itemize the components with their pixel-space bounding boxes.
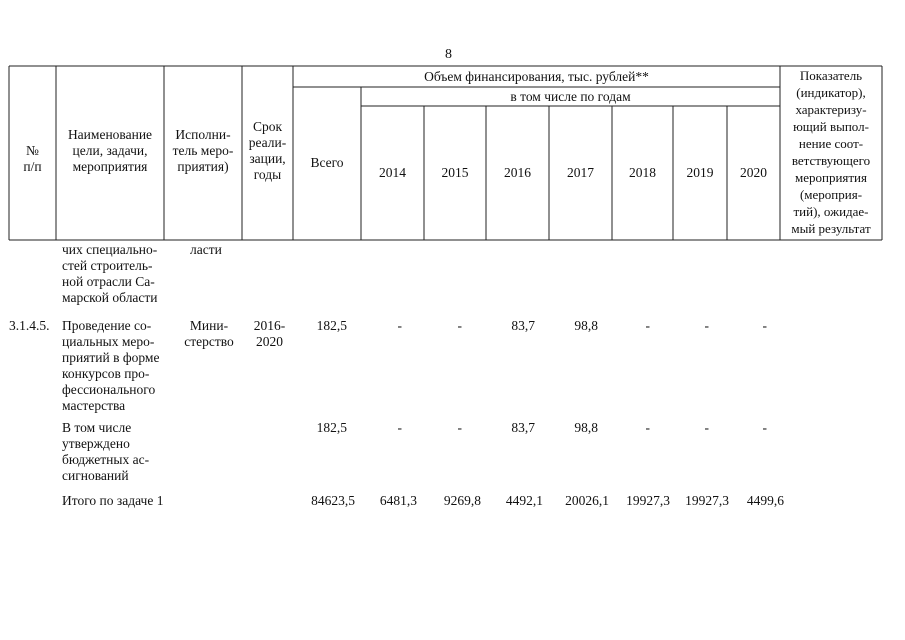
row1-2018: - (645, 318, 650, 333)
header-years-group: в том числе по годам (510, 89, 631, 104)
header-year-2020: 2020 (740, 165, 767, 180)
row1-name: Проведение со- циальных меро- приятий в форме конкурсов про- фессионального мастерства (62, 318, 160, 413)
row2-2014: - (397, 420, 402, 435)
row0-executor: ласти (190, 242, 222, 257)
header-total: Всего (310, 155, 344, 170)
row1-period: 2016- 2020 (253, 318, 286, 349)
header-executor: Исполни- тель меро- приятия) (172, 127, 234, 174)
row1-2015: - (457, 318, 462, 333)
row1-2019: - (704, 318, 709, 333)
row1-executor: Мини- стерство (184, 318, 234, 349)
row3-name: Итого по задаче 1 (62, 493, 164, 508)
row1-2020: - (762, 318, 767, 333)
row1-2014: - (397, 318, 402, 333)
row1-2016: 83,7 (511, 318, 535, 333)
row1-2017: 98,8 (574, 318, 598, 333)
header-no: № п/п (23, 143, 42, 174)
row2-2017: 98,8 (574, 420, 598, 435)
row3-2016: 4492,1 (505, 493, 543, 508)
row3-2018: 19927,3 (626, 493, 670, 508)
header-year-2018: 2018 (629, 165, 656, 180)
row3-2014: 6481,3 (379, 493, 417, 508)
header-funding: Объем финансирования, тыс. рублей** (424, 69, 649, 84)
row2-2018: - (645, 420, 650, 435)
row1-no: 3.1.4.5. (9, 318, 50, 333)
row1-total: 182,5 (316, 318, 347, 333)
row3-2020: 4499,6 (746, 493, 784, 508)
row2-2016: 83,7 (511, 420, 535, 435)
row0-name: чих специально- стей строитель- ной отрасли Са- марской области (62, 242, 158, 305)
header-year-2017: 2017 (567, 165, 594, 180)
header-period: Срок реали- зации, годы (248, 119, 287, 182)
row3-total: 84623,5 (311, 493, 355, 508)
page-number: 8 (445, 47, 452, 62)
row2-2020: - (762, 420, 767, 435)
row2-total: 182,5 (316, 420, 347, 435)
row2-name: В том числе утверждено бюджетных ас- сигнований (62, 420, 150, 483)
header-year-2016: 2016 (504, 165, 531, 180)
row2-2015: - (457, 420, 462, 435)
row3-2015: 9269,8 (443, 493, 481, 508)
header-year-2014: 2014 (379, 165, 406, 180)
header-year-2019: 2019 (686, 165, 714, 180)
row2-2019: - (704, 420, 709, 435)
row3-2017: 20026,1 (565, 493, 609, 508)
header-indicator: Показатель (индикатор), характеризу- ющий выпол- нение соот- ветствующего мероприятия (мероприя- тий), ожидае- мый результат (791, 68, 871, 236)
header-name: Наименование цели, задачи, мероприятия (67, 127, 153, 174)
row3-2019: 19927,3 (685, 493, 729, 508)
header-year-2015: 2015 (441, 165, 469, 180)
